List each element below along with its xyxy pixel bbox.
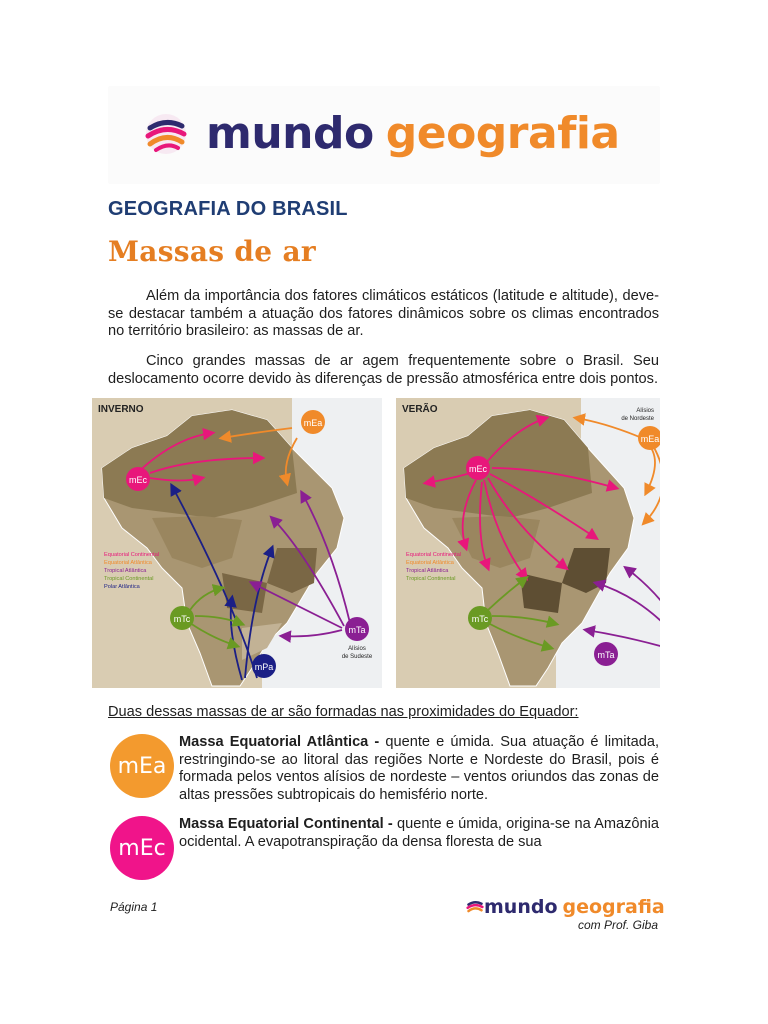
winter-legend-item: Polar Atlântica [104, 584, 140, 590]
subheading: Duas dessas massas de ar são formadas nas proximidades do Equador: [108, 704, 579, 720]
summer-legend-item: Equatorial Continental [406, 552, 462, 558]
summer-legend-item: Tropical Continental [406, 576, 456, 582]
summer-legend-item: Equatorial Atlântica [406, 560, 454, 566]
winter-title: INVERNO [98, 404, 144, 415]
mea-description [179, 734, 659, 804]
second-paragraph: Cinco grandes massas de ar agem frequentemente sobre o Brasil. Seu deslocamento ocorre devido às diferenças de pressão atmosférica entre dois pontos. [108, 353, 659, 387]
intro-paragraph: Além da importância dos fatores climáticos estáticos (latitude e altitude), deve-se destacar também a atuação dos fatores dinâmicos sobre os climas encontrados no território brasileiro: as massas de ar. [108, 288, 659, 339]
winter-mea-label: mEa [303, 418, 323, 428]
summer-mta-label: mTa [597, 650, 615, 660]
section-title: GEOGRAFIA DO BRASIL [108, 198, 348, 220]
winter-mta-label: mTa [348, 625, 366, 635]
brand-word-geografia: geografia [385, 108, 620, 159]
summer-map [396, 398, 660, 688]
winter-note-line1: Alísios [348, 646, 366, 652]
footer-globe-icon [466, 898, 484, 916]
brand-logo [144, 108, 620, 159]
mec-badge: mEc [110, 816, 174, 880]
footer-logo [466, 896, 665, 918]
mea-text: quente e úmida. Sua atuação é limitada, restringindo-se ao litoral das regiões Norte e Nordeste do Brasil, pois é formada pelos ventos alísios de nordeste – ventos oriundos das zonas de altas pressões subtropicais do hemisfério norte. [179, 734, 659, 803]
brand-word-mundo: mundo [206, 108, 374, 159]
footer-brand-geografia: geografia [562, 896, 665, 918]
summer-note-line1: Alísios [636, 408, 654, 414]
page-title: Massas de ar [108, 235, 316, 268]
winter-map [92, 398, 382, 688]
winter-mpa-label: mPa [254, 662, 274, 672]
page-number: Página 1 [110, 900, 158, 914]
winter-mtc-label: mTc [173, 614, 191, 624]
mea-name: Massa Equatorial Atlântica - [179, 734, 380, 750]
winter-mec-label: mEc [129, 475, 147, 485]
mea-badge: mEa [110, 734, 174, 798]
summer-mec-label: mEc [469, 464, 487, 474]
mec-text: quente e úmida, origina-se na Amazônia ocidental. A evapotranspiração da densa floresta de sua [179, 816, 659, 850]
mec-description [179, 816, 659, 851]
summer-title: VERÃO [402, 404, 438, 415]
winter-legend-item: Tropical Atlântica [104, 568, 147, 574]
winter-legend-item: Equatorial Continental [104, 552, 160, 558]
summer-note-line2: de Nordeste [621, 416, 654, 422]
footer-tagline: com Prof. Giba [578, 918, 659, 932]
globe-logo-icon [144, 112, 188, 156]
winter-note-line2: de Sudeste [341, 654, 373, 660]
summer-mtc-label: mTc [471, 614, 489, 624]
winter-legend-item: Equatorial Atlântica [104, 560, 152, 566]
air-masses-maps [92, 398, 660, 688]
mec-name: Massa Equatorial Continental - [179, 816, 393, 832]
footer-brand-mundo: mundo [484, 896, 558, 918]
winter-legend-item: Tropical Continental [104, 576, 154, 582]
summer-legend-item: Tropical Atlântica [406, 568, 449, 574]
summer-mea-label: mEa [640, 434, 660, 444]
